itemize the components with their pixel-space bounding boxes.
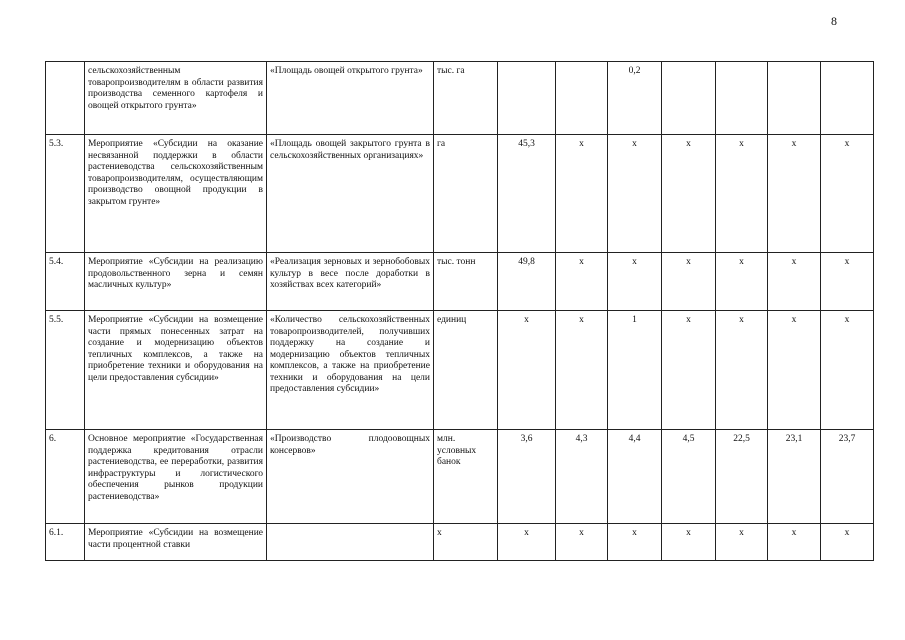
value-cell: х <box>608 253 662 311</box>
unit-cell: единиц <box>434 311 498 430</box>
value-cell: х <box>768 311 821 430</box>
row-number-cell: 5.3. <box>46 135 85 253</box>
value-cell: х <box>662 253 716 311</box>
program-indicators-table <box>45 61 874 561</box>
value-cell <box>498 62 556 135</box>
value-cell: 23,7 <box>821 430 874 524</box>
value-cell: х <box>498 311 556 430</box>
row-number-cell <box>46 62 85 135</box>
row-number-cell: 6. <box>46 430 85 524</box>
value-cell: 49,8 <box>498 253 556 311</box>
value-cell: х <box>662 135 716 253</box>
indicator-name-cell: «Площадь овощей закрытого грунта в сельскохозяйственных организациях» <box>267 135 434 253</box>
value-cell: х <box>821 135 874 253</box>
table-row <box>46 430 874 524</box>
measure-name-cell: Основное мероприятие «Государственная поддержка кредитования отрасли растениеводства, ее переработки, развития инфраструктуры и логистического обеспечения рынков продукции растениеводства» <box>85 430 267 524</box>
indicator-name-cell: «Количество сельскохозяйственных товаропроизводителей, получивших поддержку на создание и модернизацию объектов тепличных комплексов, а также на приобретение техники и оборудования на цели предоставления субсидии» <box>267 311 434 430</box>
page-number: 8 <box>831 14 837 28</box>
value-cell: х <box>768 524 821 561</box>
row-number-cell: 6.1. <box>46 524 85 561</box>
value-cell: 4,5 <box>662 430 716 524</box>
value-cell: 3,6 <box>498 430 556 524</box>
table-row <box>46 62 874 135</box>
value-cell: 0,2 <box>608 62 662 135</box>
value-cell: х <box>821 524 874 561</box>
value-cell: х <box>556 135 608 253</box>
value-cell: 4,4 <box>608 430 662 524</box>
table-row <box>46 135 874 253</box>
value-cell: х <box>716 253 768 311</box>
measure-name-cell: Мероприятие «Субсидии на оказание несвязанной поддержки в области растениеводства сельскохозяйственным товаропроизводителям, осуществляющим производство овощной продукции в закрытом грунте» <box>85 135 267 253</box>
value-cell: х <box>556 253 608 311</box>
indicator-name-cell <box>267 524 434 561</box>
measure-name-cell: сельскохозяйственным товаропроизводителям в области развития производства семенного картофеля и овощей открытого грунта» <box>85 62 267 135</box>
measure-name-cell: Мероприятие «Субсидии на возмещение части прямых понесенных затрат на создание и модернизацию объектов тепличных комплексов, а также на приобретение техники и оборудования на цели предоставления субсидии» <box>85 311 267 430</box>
value-cell <box>768 62 821 135</box>
value-cell: х <box>608 524 662 561</box>
value-cell: х <box>768 253 821 311</box>
table-row <box>46 253 874 311</box>
unit-cell: га <box>434 135 498 253</box>
value-cell: х <box>716 135 768 253</box>
value-cell: 22,5 <box>716 430 768 524</box>
value-cell: х <box>662 524 716 561</box>
value-cell: х <box>716 311 768 430</box>
indicator-name-cell: «Производство плодоовощных консервов» <box>267 430 434 524</box>
unit-cell: тыс. тонн <box>434 253 498 311</box>
value-cell: 4,3 <box>556 430 608 524</box>
value-cell: х <box>608 135 662 253</box>
value-cell <box>821 62 874 135</box>
value-cell: х <box>821 253 874 311</box>
value-cell: х <box>662 311 716 430</box>
value-cell: 1 <box>608 311 662 430</box>
value-cell: х <box>821 311 874 430</box>
indicator-name-cell: «Площадь овощей открытого грунта» <box>267 62 434 135</box>
unit-cell: млн. условных банок <box>434 430 498 524</box>
measure-name-cell: Мероприятие «Субсидии на возмещение части процентной ставки <box>85 524 267 561</box>
value-cell <box>556 62 608 135</box>
value-cell: 45,3 <box>498 135 556 253</box>
value-cell: х <box>498 524 556 561</box>
row-number-cell: 5.5. <box>46 311 85 430</box>
row-number-cell: 5.4. <box>46 253 85 311</box>
value-cell <box>716 62 768 135</box>
value-cell: х <box>556 524 608 561</box>
table-row <box>46 311 874 430</box>
table-row <box>46 524 874 561</box>
value-cell: х <box>768 135 821 253</box>
value-cell: х <box>556 311 608 430</box>
unit-cell: х <box>434 524 498 561</box>
measure-name-cell: Мероприятие «Субсидии на реализацию продовольственного зерна и семян масличных культур» <box>85 253 267 311</box>
value-cell: х <box>716 524 768 561</box>
unit-cell: тыс. га <box>434 62 498 135</box>
value-cell: 23,1 <box>768 430 821 524</box>
indicator-name-cell: «Реализация зерновых и зернобобовых культур в весе после доработки в хозяйствах всех категорий» <box>267 253 434 311</box>
value-cell <box>662 62 716 135</box>
